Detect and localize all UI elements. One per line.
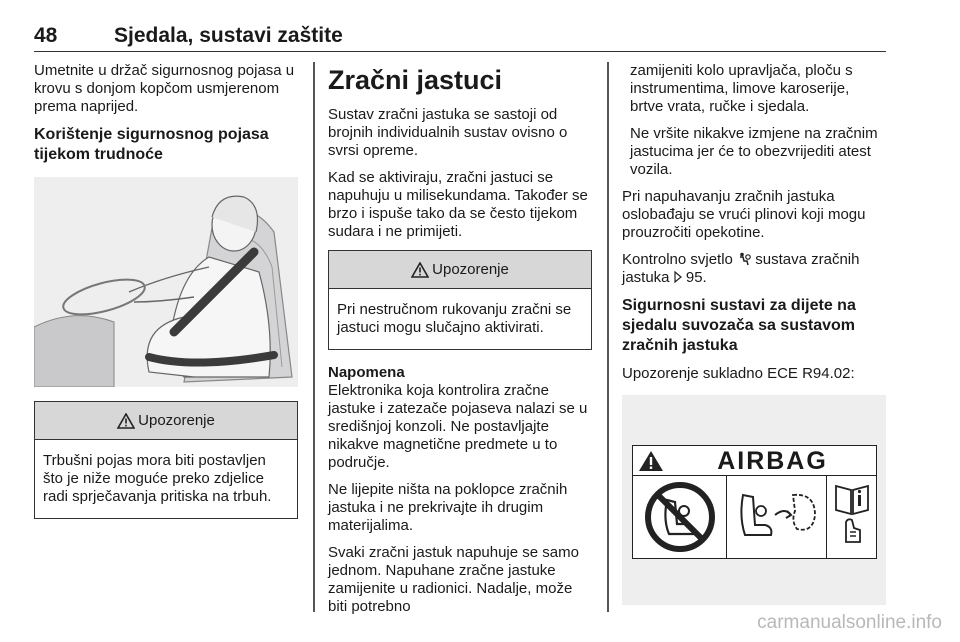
airbag-warning-light-icon: [737, 252, 751, 266]
seat-airbag-deploy-icon: [727, 476, 827, 558]
column-divider: [607, 62, 609, 612]
column-3: [622, 62, 886, 605]
warning-title: Upozorenje: [138, 411, 215, 429]
column-divider: [313, 62, 315, 612]
airbags-paragraph-2: Kad se aktiviraju, zračni jastuci se napuhuju u milisekundama. Također se brzo i ispuše tako da se često tijekom sudara i ne primijeti.: [328, 169, 588, 240]
warning-icon: [117, 413, 135, 429]
airbag-warning-label-image: [622, 395, 886, 605]
warning-icon: [411, 262, 429, 278]
airbag-label-body: [633, 476, 876, 558]
airbags-paragraph-1: Sustav zračni jastuka se sastoji od brojnih individualnih sustav ovisno o svrsi opreme.: [328, 106, 568, 159]
read-manual-icon: [827, 476, 876, 558]
control-light-paragraph: Kontrolno svjetlo sustava zračnih jastuka 95.: [622, 251, 860, 286]
airbags-heading: Zračni jastuci: [328, 65, 503, 95]
column-1: [34, 62, 298, 533]
warning-title: Upozorenje: [432, 260, 509, 278]
no-rear-facing-seat-icon: [633, 476, 727, 558]
page-header: [34, 22, 886, 52]
hot-gases-paragraph: Pri napuhavanju zračnih jastuka oslobađaju se vrući plinovi koji mogu prouzročiti opekotine.: [622, 188, 866, 241]
note-title: Napomena: [328, 364, 405, 381]
page-number: 48: [34, 24, 58, 47]
warning-header: [329, 251, 591, 289]
warning-continuation-2: Ne vršite nikakve izmjene na zračnim jastucima jer će to obezvrijediti atest vozila.: [630, 125, 878, 178]
page-reference-icon: [674, 271, 682, 283]
child-seat-heading: Sigurnosni sustavi za dijete na sjedalu suvozača sa sustavom zračnih jastuka: [622, 297, 856, 354]
intro-paragraph: Umetnite u držač sigurnosnog pojasa u krovu s donjom kopčom usmjerenom prema naprijed.: [34, 62, 295, 115]
airbag-label-word: AIRBAG: [717, 446, 828, 475]
airbag-label-header: [633, 446, 876, 476]
warning-text: Pri nestručnom rukovanju zračni se jastuci mogu slučajno aktivirati.: [337, 301, 572, 336]
warning-icon: [633, 450, 669, 472]
airbags-paragraph-4: Svaki zračni jastuk napuhuje se samo jednom. Napuhane zračne jastuke zamijenite u radionici. Nadalje, može biti potrebno: [328, 544, 579, 615]
page-reference[interactable]: 95.: [685, 269, 707, 286]
airbags-paragraph-3: Ne lijepite ništa na poklopce zračnih jastuka i ne prekrivajte ih drugim materijalima.: [328, 481, 568, 534]
page-title: Sjedala, sustavi zaštite: [114, 24, 343, 47]
column-2: [328, 62, 592, 625]
note-text: Elektronika koja kontrolira zračne jastuke i zatezače pojaseva nalazi se u središnjoj konzoli. Ne postavljajte nikakve magnetične predmete u to područje.: [328, 382, 588, 471]
airbags-warning-box: [328, 250, 592, 350]
pregnant-driver-illustration: [34, 177, 298, 387]
pregnancy-warning-box: [34, 401, 298, 519]
watermark: carmanualsonline.info: [757, 612, 942, 633]
warning-header: [35, 402, 297, 440]
pregnancy-heading: Korištenje sigurnosnog pojasa tijekom trudnoće: [34, 126, 269, 163]
warning-text: Trbušni pojas mora biti postavljen što je niže moguće preko zdjelice radi sprječavanja pritiska na trbuh.: [43, 452, 272, 505]
airbag-label: [632, 445, 877, 559]
ece-paragraph: Upozorenje sukladno ECE R94.02:: [622, 365, 855, 382]
warning-continuation-1: zamijeniti kolo upravljača, ploču s instrumentima, limove karoserije, brtve vrata, ručke i sjedala.: [630, 62, 853, 115]
